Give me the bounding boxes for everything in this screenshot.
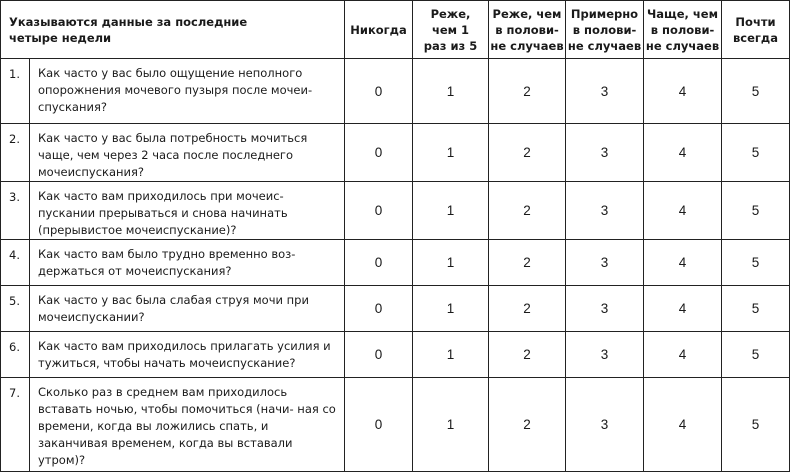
- row-question: Сколько раз в среднем вам приходилось вставать ночью, чтобы помочиться (начи- ная со времени, когда вы ложились спать, и заканчивая временем, когда вы вставали утром)?: [30, 378, 345, 472]
- header-period: Указываются данные за последние четыре недели: [1, 1, 345, 59]
- header-col-5: Почти всегда: [722, 1, 790, 59]
- score-cell: 3: [566, 286, 644, 332]
- score-cell: 4: [644, 59, 722, 124]
- row-question: Как часто у вас была слабая струя мочи при мочеиспускании?: [30, 286, 345, 332]
- score-cell: 5: [722, 286, 790, 332]
- score-cell: 4: [644, 124, 722, 182]
- score-cell: 0: [345, 182, 413, 240]
- score-cell: 1: [413, 332, 489, 378]
- score-cell: 4: [644, 240, 722, 286]
- score-cell: 0: [345, 240, 413, 286]
- score-cell: 1: [413, 378, 489, 472]
- score-cell: 4: [644, 286, 722, 332]
- row-number: 7.: [1, 378, 30, 472]
- header-col-4: Чаще, чем в полови- не случаев: [644, 1, 722, 59]
- header-col-3: Примерно в полови- не случаев: [566, 1, 644, 59]
- score-cell: 5: [722, 332, 790, 378]
- score-cell: 3: [566, 59, 644, 124]
- row-number: 2.: [1, 124, 30, 182]
- score-cell: 0: [345, 124, 413, 182]
- score-cell: 4: [644, 332, 722, 378]
- score-cell: 5: [722, 240, 790, 286]
- row-question: Как часто вам было трудно временно воз- держаться от мочеиспускания?: [30, 240, 345, 286]
- row-question: Как часто у вас была потребность мочиться чаще, чем через 2 часа после последнего мочеиспускания?: [30, 124, 345, 182]
- score-cell: 1: [413, 59, 489, 124]
- score-cell: 2: [489, 378, 566, 472]
- score-cell: 1: [413, 286, 489, 332]
- score-cell: 4: [644, 378, 722, 472]
- row-number: 4.: [1, 240, 30, 286]
- score-cell: 0: [345, 59, 413, 124]
- score-cell: 3: [566, 182, 644, 240]
- score-cell: 2: [489, 124, 566, 182]
- score-cell: 4: [644, 182, 722, 240]
- score-cell: 5: [722, 182, 790, 240]
- row-question: Как часто у вас было ощущение неполного опорожнения мочевого пузыря после мочеи- спускания?: [30, 59, 345, 124]
- score-cell: 2: [489, 286, 566, 332]
- score-cell: 0: [345, 332, 413, 378]
- table-row: [1, 378, 790, 472]
- table-row: [1, 182, 790, 240]
- row-number: 3.: [1, 182, 30, 240]
- score-cell: 2: [489, 332, 566, 378]
- score-cell: 3: [566, 378, 644, 472]
- header-row: [1, 1, 790, 59]
- score-cell: 1: [413, 124, 489, 182]
- score-cell: 5: [722, 59, 790, 124]
- score-cell: 2: [489, 240, 566, 286]
- table-row: [1, 124, 790, 182]
- table-row: [1, 286, 790, 332]
- score-cell: 1: [413, 240, 489, 286]
- score-cell: 1: [413, 182, 489, 240]
- score-cell: 3: [566, 332, 644, 378]
- score-cell: 3: [566, 124, 644, 182]
- row-number: 5.: [1, 286, 30, 332]
- table-row: [1, 59, 790, 124]
- row-number: 6.: [1, 332, 30, 378]
- header-col-2: Реже, чем в полови- не случаев: [489, 1, 566, 59]
- score-cell: 2: [489, 59, 566, 124]
- score-cell: 0: [345, 286, 413, 332]
- score-cell: 5: [722, 124, 790, 182]
- header-col-0: Никогда: [345, 1, 413, 59]
- header-col-1: Реже, чем 1 раз из 5: [413, 1, 489, 59]
- row-number: 1.: [1, 59, 30, 124]
- table-row: [1, 332, 790, 378]
- row-question: Как часто вам приходилось при мочеис- пускании прерываться и снова начинать (прерывистое мочеиспускание)?: [30, 182, 345, 240]
- score-cell: 5: [722, 378, 790, 472]
- score-cell: 2: [489, 182, 566, 240]
- row-question: Как часто вам приходилось прилагать усилия и тужиться, чтобы начать мочеиспускание?: [30, 332, 345, 378]
- score-cell: 0: [345, 378, 413, 472]
- table-row: [1, 240, 790, 286]
- score-cell: 3: [566, 240, 644, 286]
